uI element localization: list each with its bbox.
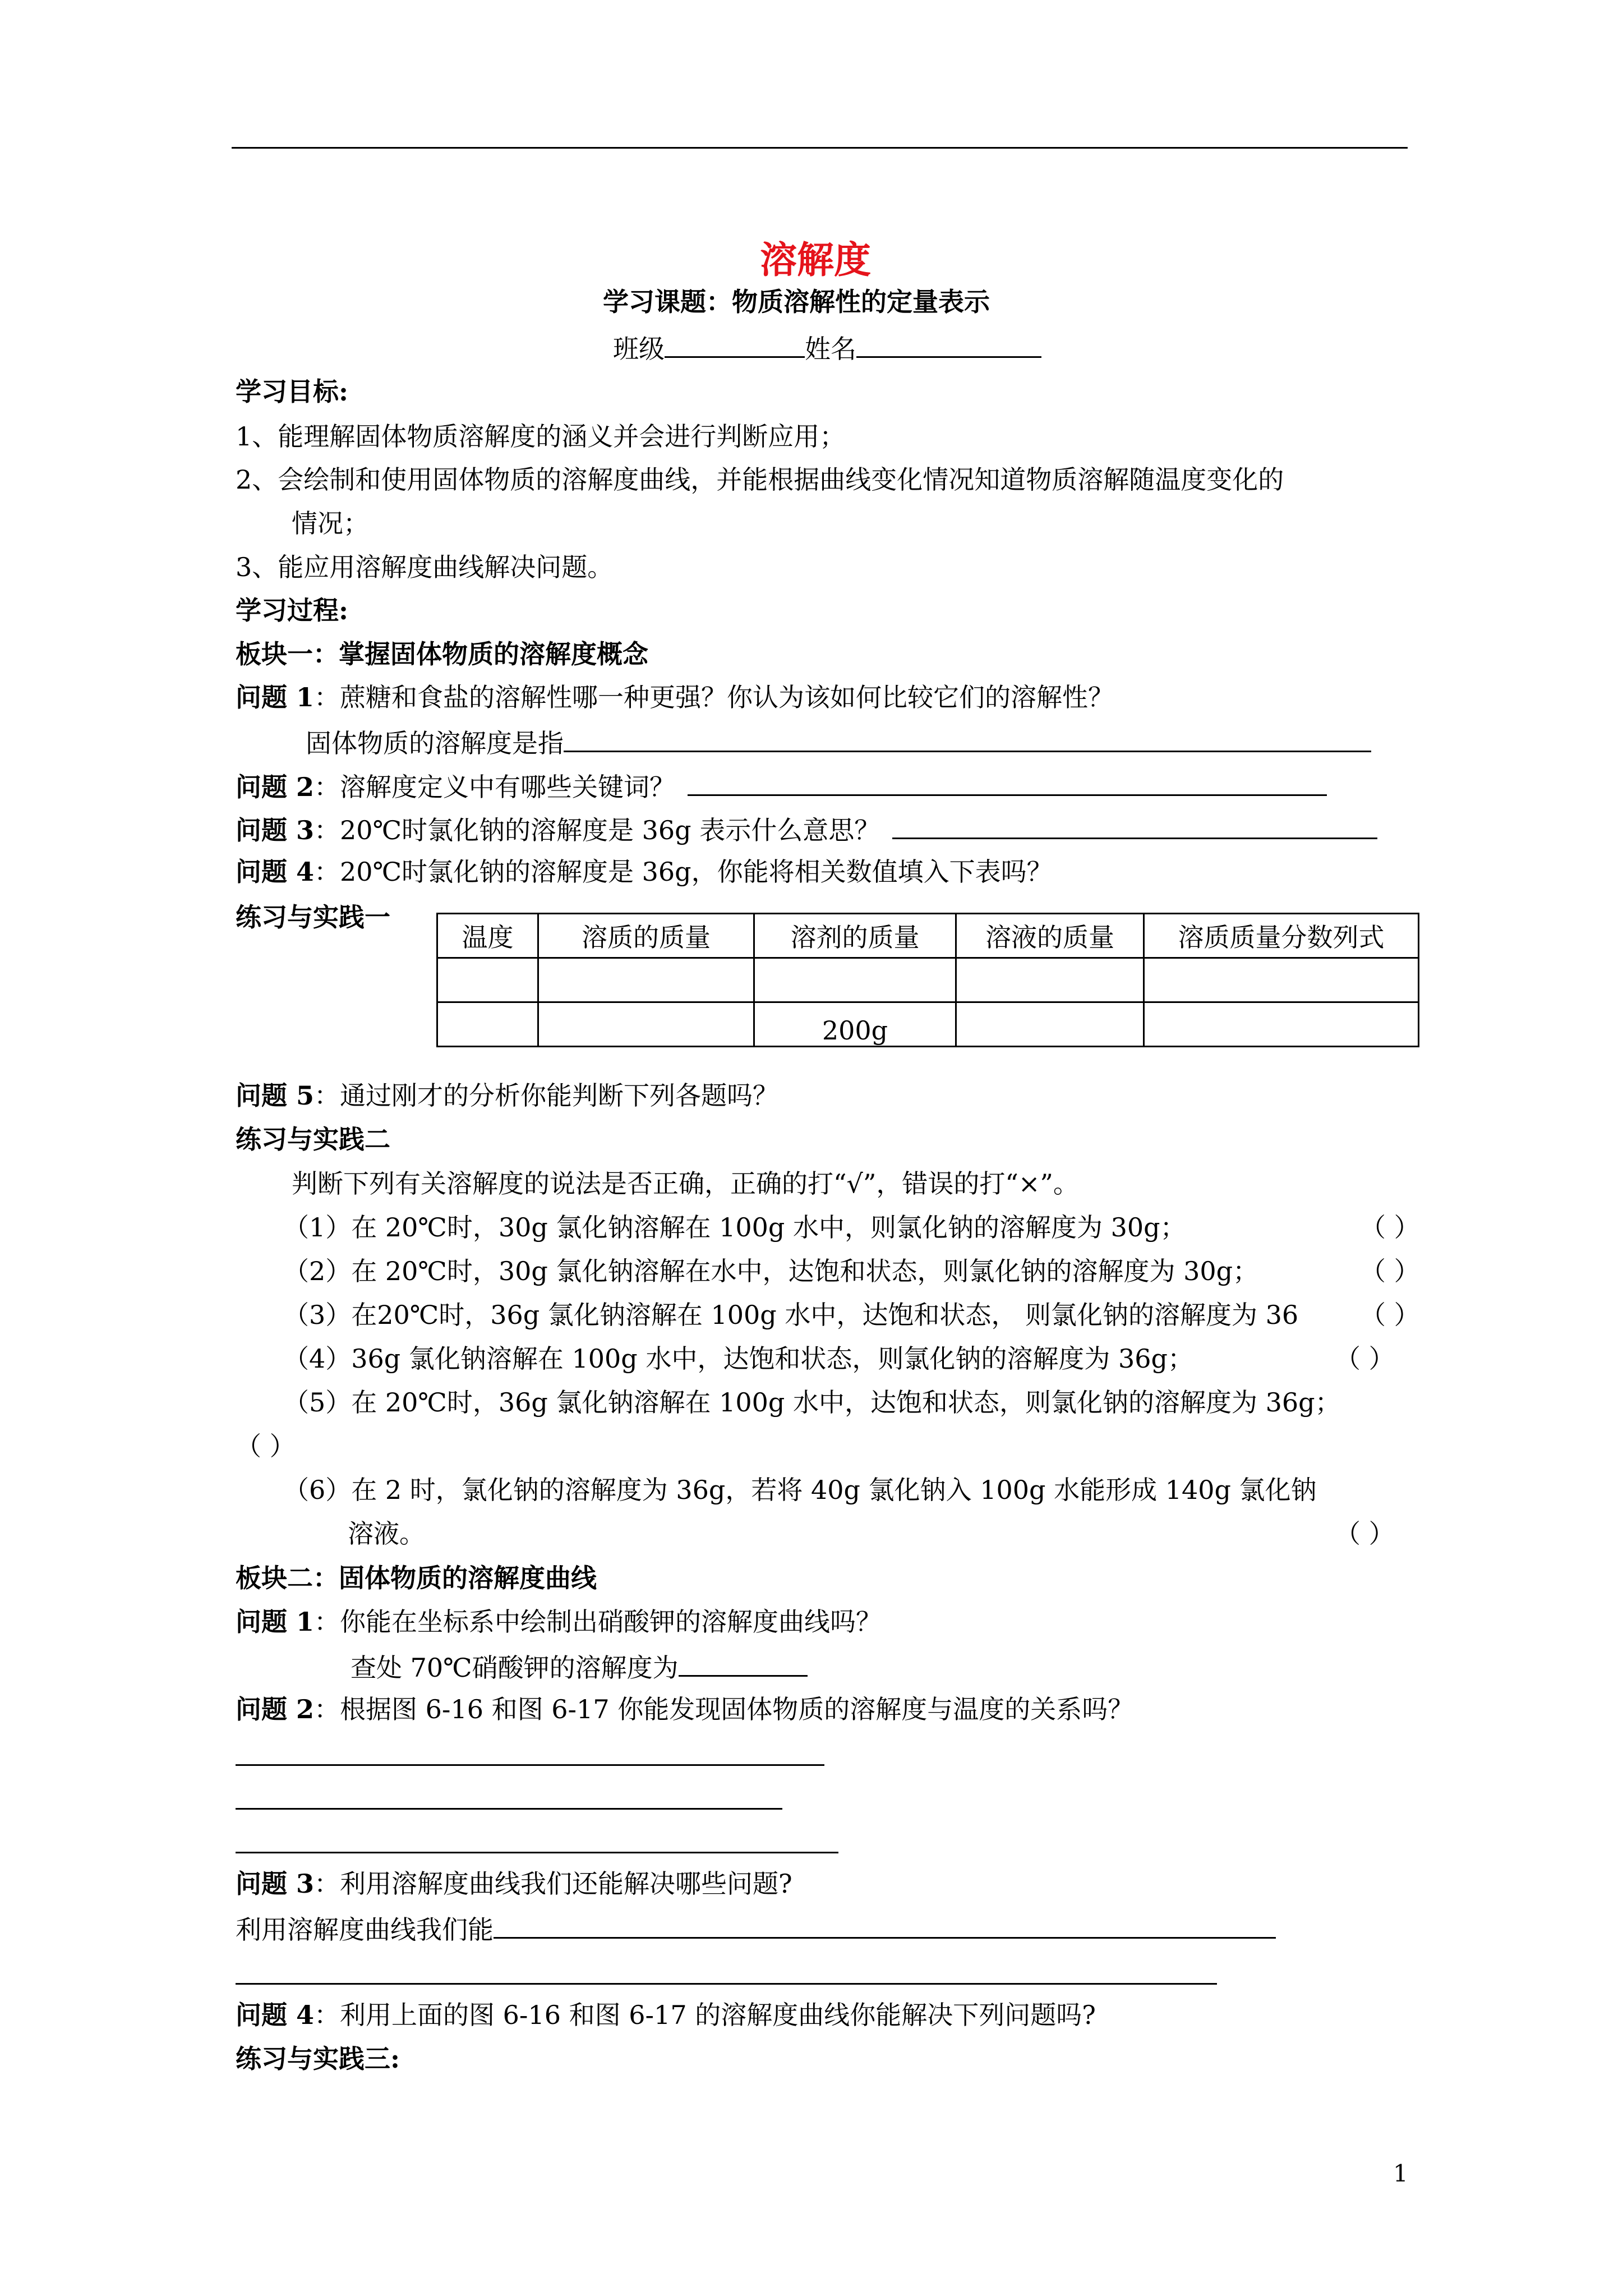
s1-question-1	[236, 684, 1114, 710]
question-text: ：20℃时氯化钠的溶解度是 36g，你能将相关数值填入下表吗？	[314, 857, 1053, 887]
lesson-subtitle: 学习课题：物质溶解性的定量表示	[603, 287, 990, 317]
question-text: ：利用上面的图 6-16 和图 6-17 的溶解度曲线你能解决下列问题吗?	[314, 2000, 1096, 2030]
judge-answer-paren[interactable]: （ ）	[1335, 1343, 1395, 1374]
table-cell[interactable]: 200g	[754, 1002, 956, 1047]
answer-line[interactable]	[236, 1852, 838, 1853]
answer-line[interactable]	[236, 1808, 782, 1810]
s1-question-5	[236, 1080, 779, 1111]
sub-prompt: 查处 70℃硝酸钾的溶解度为	[351, 1653, 679, 1683]
question-label: 问题 4	[236, 2000, 315, 2030]
judge-item: （2）在 20℃时，30g 氯化钠溶解在水中，达饱和状态，则氯化钠的溶解度为 30g；	[283, 1256, 1259, 1286]
question-label: 问题 1	[236, 1607, 315, 1637]
s1-question-4	[236, 859, 1053, 885]
objectives-heading: 学习目标:	[236, 376, 348, 407]
s2-question-2	[236, 1696, 1133, 1722]
question-label: 问题 2	[236, 772, 315, 802]
table-row	[437, 1002, 1419, 1047]
practice-1-label: 练习与实践一	[236, 902, 390, 932]
judge-answer-paren[interactable]: （ ）	[1335, 1519, 1395, 1549]
table-cell[interactable]	[754, 958, 956, 1002]
question-label: 问题 5	[236, 1080, 315, 1111]
class-name-line	[613, 334, 1041, 362]
question-text: ：蔗糖和食盐的溶解性哪一种更强？你认为该如何比较它们的溶解性？	[314, 682, 1114, 712]
answer-blank[interactable]	[892, 815, 1377, 839]
judge-answer-paren[interactable]: （ ）	[236, 1431, 296, 1461]
s1-q1-sub	[306, 728, 1371, 756]
name-blank[interactable]	[856, 334, 1041, 358]
s2-question-1	[236, 1609, 882, 1635]
table-cell[interactable]	[437, 958, 538, 1002]
class-label: 班级	[613, 334, 665, 364]
answer-line[interactable]	[236, 1764, 824, 1766]
judge-item: （3）在20℃时，36g 氯化钠溶解在 100g 水中，达饱和状态， 则氯化钠的溶解度为 36	[283, 1300, 1299, 1330]
question-text: ：你能在坐标系中绘制出硝酸钾的溶解度曲线吗？	[314, 1607, 882, 1637]
answer-blank[interactable]	[564, 728, 1371, 752]
answer-blank[interactable]	[688, 772, 1327, 796]
practice-2-label: 练习与实践二	[236, 1124, 390, 1154]
page-number: 1	[1393, 2160, 1408, 2187]
table-cell[interactable]	[538, 1002, 754, 1047]
objective-item: 情况；	[292, 508, 369, 539]
judge-answer-paren[interactable]: （ ）	[1360, 1212, 1420, 1243]
page-title: 溶解度	[760, 238, 871, 282]
s1-question-3	[236, 815, 1377, 843]
question-label: 问题 3	[236, 815, 315, 845]
table-row	[437, 958, 1419, 1002]
question-label: 问题 4	[236, 857, 315, 887]
name-label: 姓名	[805, 334, 856, 364]
objective-item: 2、会绘制和使用固体物质的溶解度曲线，并能根据曲线变化情况知道物质溶解随温度变化的	[236, 464, 1284, 495]
table-header: 溶液的质量	[956, 914, 1144, 958]
section1-heading: 板块一：掌握固体物质的溶解度概念	[236, 639, 648, 669]
judge-intro: 判断下列有关溶解度的说法是否正确，正确的打“√”，错误的打“×”。	[292, 1168, 1079, 1199]
objective-item: 3、能应用溶解度曲线解决问题。	[236, 552, 614, 582]
table-cell[interactable]	[437, 1002, 538, 1047]
sub-prompt: 固体物质的溶解度是指	[306, 728, 564, 758]
question-text: ：溶解度定义中有哪些关键词？	[314, 772, 676, 802]
objective-item: 1、能理解固体物质溶解度的涵义并会进行判断应用；	[236, 421, 846, 452]
judge-item: （4）36g 氯化钠溶解在 100g 水中，达饱和状态，则氯化钠的溶解度为 36g；	[283, 1343, 1193, 1374]
question-text: ：利用溶解度曲线我们还能解决哪些问题?	[314, 1869, 792, 1899]
table-header: 溶剂的质量	[754, 914, 956, 958]
question-text: ：通过刚才的分析你能判断下列各题吗？	[314, 1080, 779, 1111]
answer-line[interactable]	[236, 1983, 1217, 1985]
table-header: 溶质质量分数列式	[1144, 914, 1419, 958]
section2-heading: 板块二：固体物质的溶解度曲线	[236, 1563, 597, 1593]
s1-question-2	[236, 772, 1327, 800]
header-rule	[232, 147, 1408, 149]
judge-item: （1）在 20℃时，30g 氯化钠溶解在 100g 水中，则氯化钠的溶解度为 30g；	[283, 1212, 1186, 1243]
process-heading: 学习过程:	[236, 595, 348, 625]
table-cell[interactable]	[956, 958, 1144, 1002]
s2-q1-sub	[351, 1653, 808, 1681]
s2-question-3	[236, 1871, 792, 1897]
table-cell[interactable]	[1144, 958, 1419, 1002]
practice-3-label: 练习与实践三:	[236, 2044, 400, 2074]
table-cell[interactable]	[1144, 1002, 1419, 1047]
judge-item-continued: 溶液。	[348, 1519, 425, 1549]
table-cell[interactable]	[538, 958, 754, 1002]
class-blank[interactable]	[665, 334, 805, 358]
answer-blank[interactable]	[679, 1653, 808, 1677]
table-cell[interactable]	[956, 1002, 1144, 1047]
judge-item: （6）在 2 时，氯化钠的溶解度为 36g，若将 40g 氯化钠入 100g 水能形成 140g 氯化钠	[283, 1475, 1317, 1505]
solution-table	[436, 913, 1419, 1047]
question-text: ：根据图 6-16 和图 6-17 你能发现固体物质的溶解度与温度的关系吗？	[314, 1694, 1134, 1724]
question-label: 问题 1	[236, 682, 315, 712]
question-label: 问题 2	[236, 1694, 315, 1724]
table-header-row	[437, 914, 1419, 958]
s2-q3-sub	[236, 1915, 1276, 1943]
judge-answer-paren[interactable]: （ ）	[1360, 1256, 1420, 1286]
s2-question-4	[236, 2002, 1096, 2028]
table-header: 溶质的质量	[538, 914, 754, 958]
question-text: ：20℃时氯化钠的溶解度是 36g 表示什么意思？	[314, 815, 880, 845]
judge-answer-paren[interactable]: （ ）	[1360, 1300, 1420, 1330]
question-label: 问题 3	[236, 1869, 315, 1899]
table-header: 温度	[437, 914, 538, 958]
answer-blank[interactable]	[494, 1915, 1276, 1939]
sub-prompt: 利用溶解度曲线我们能	[236, 1915, 494, 1945]
judge-item: （5）在 20℃时，36g 氯化钠溶解在 100g 水中，达饱和状态，则氯化钠的溶解度为 36g；	[283, 1387, 1341, 1418]
